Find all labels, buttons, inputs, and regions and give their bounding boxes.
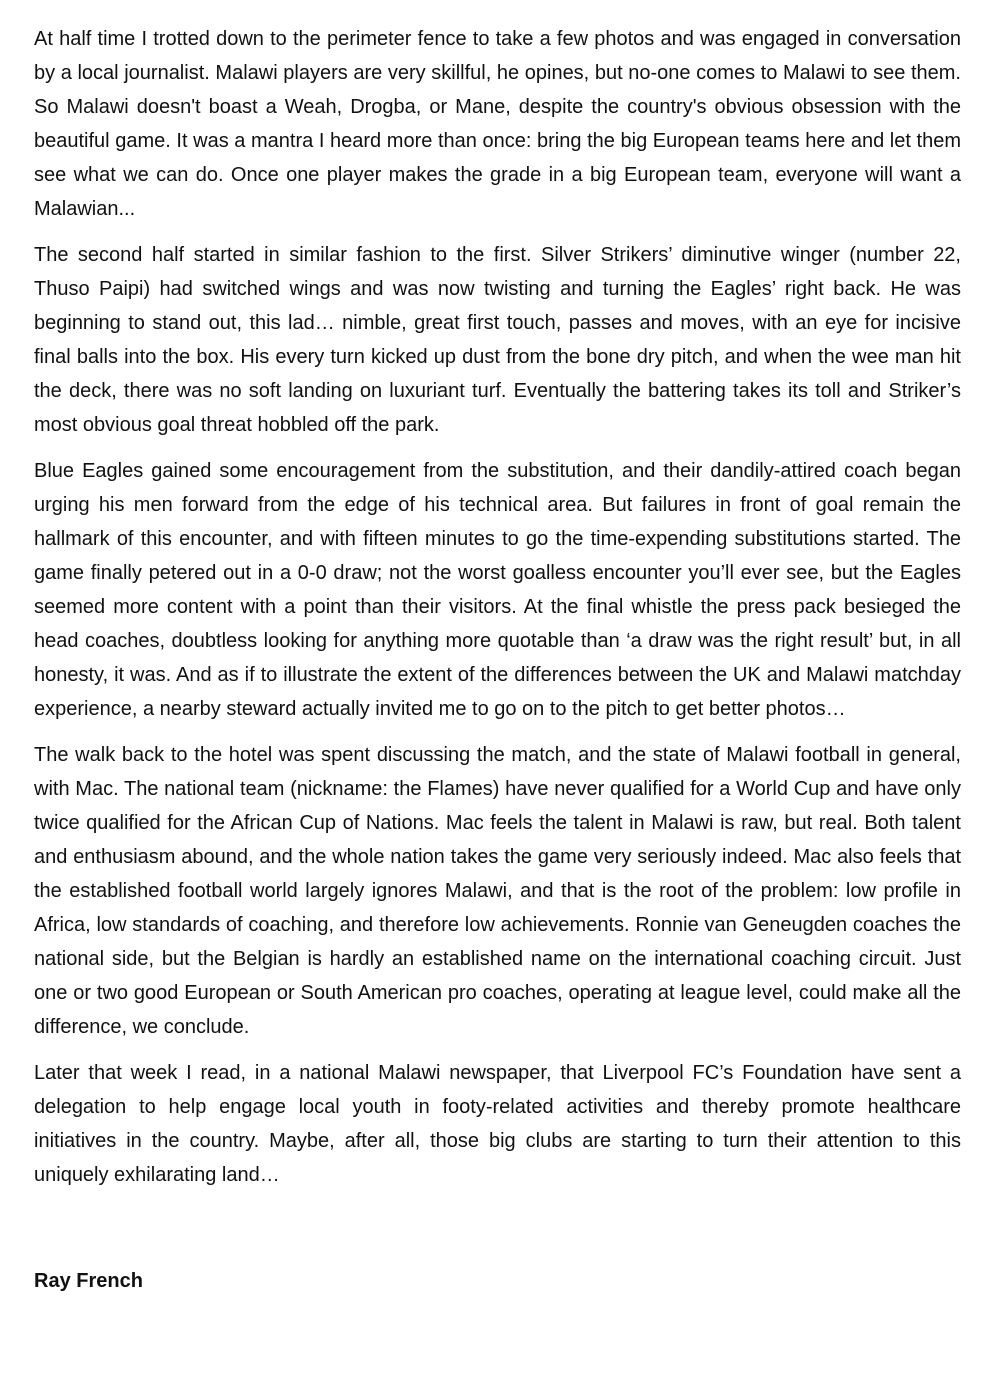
paragraph-walk-back: The walk back to the hotel was spent discussing the match, and the state of Malawi football in general, with Mac. The national team (nickname: the Flames) have never qualified for a World Cup and have only twice qualified for the African Cup of Nations. Mac feels the talent in Malawi is raw, but real. Both talent and enthusiasm abound, and the whole nation takes the game very seriously indeed. Mac also feels that the established football world largely ignores Malawi, and that is the root of the problem: low profile in Africa, low standards of coaching, and therefore low achievements. Ronnie van Geneugden coaches the national side, but the Belgian is hardly an established name on the international coaching circuit. Just one or two good European or South American pro coaches, operating at league level, could make all the difference, we conclude. [34, 744, 961, 1038]
paragraph-half-time: At half time I trotted down to the perimeter fence to take a few photos and was engaged in conversation by a local journalist. Malawi players are very skillful, he opines, but no-one comes to Malawi to see them. So Malawi doesn't boast a Weah, Drogba, or Mane, despite the country's obvious obsession with the beautiful game. It was a mantra I heard more than once: bring the big European teams here and let them see what we can do. Once one player makes the grade in a big European team, everyone will want a Malawian... [34, 28, 961, 220]
paragraph-blue-eagles: Blue Eagles gained some encouragement from the substitution, and their dandily-attired coach began urging his men forward from the edge of his technical area. But failures in front of goal remain the hallmark of this encounter, and with fifteen minutes to go the time-expending substitutions started. The game finally petered out in a 0-0 draw; not the worst goalless encounter you’ll ever see, but the Eagles seemed more content with a point than their visitors. At the final whistle the press pack besieged the head coaches, doubtless looking for anything more quotable than ‘a draw was the right result’ but, in all honesty, it was. And as if to illustrate the extent of the differences between the UK and Malawi matchday experience, a nearby steward actually invited me to go on to the pitch to get better photos… [34, 460, 961, 720]
author-signature: Ray French [34, 1270, 143, 1292]
article-body [34, 22, 961, 1204]
paragraph-later-that-week: Later that week I read, in a national Malawi newspaper, that Liverpool FC’s Foundation have sent a delegation to help engage local youth in footy-related activities and thereby promote healthcare initiatives in the country. Maybe, after all, those big clubs are starting to turn their attention to this uniquely exhilarating land… [34, 1062, 961, 1186]
paragraph-second-half: The second half started in similar fashion to the first. Silver Strikers’ diminutive winger (number 22, Thuso Paipi) had switched wings and was now twisting and turning the Eagles’ right back. He was beginning to stand out, this lad… nimble, great first touch, passes and moves, with an eye for incisive final balls into the box. His every turn kicked up dust from the bone dry pitch, and when the wee man hit the deck, there was no soft landing on luxuriant turf. Eventually the battering takes its toll and Striker’s most obvious goal threat hobbled off the park. [34, 244, 961, 436]
